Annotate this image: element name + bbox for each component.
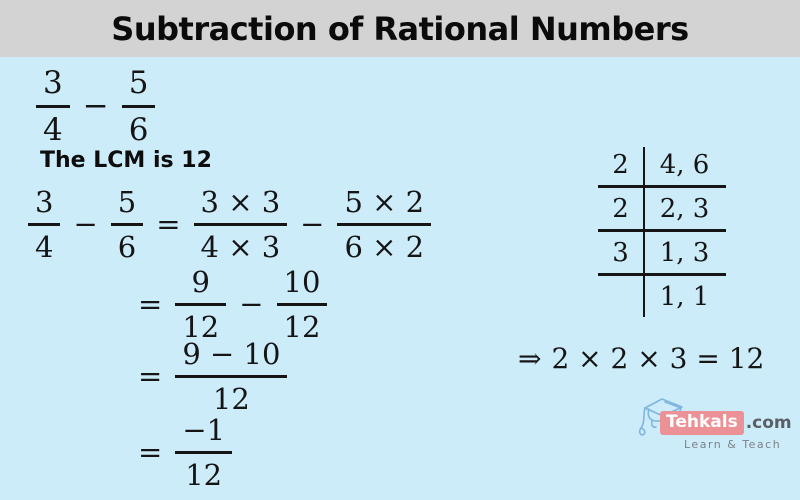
fraction [194,184,288,264]
logo-tagline: Learn & Teach [684,438,782,451]
denominator: 12 [185,458,223,492]
numerator: 9 [175,264,226,306]
denominator: 4 × 3 [200,230,281,264]
minus-operator: − [82,88,109,124]
minus-operator: − [239,287,264,321]
numerator: 3 [28,184,60,226]
ladder-row [598,276,726,317]
numerator: 9 − 10 [175,336,287,378]
fraction [111,184,143,264]
denominator: 12 [212,382,250,416]
numerator: 5 × 2 [337,184,431,226]
ladder-vertical-divider [643,147,645,317]
equals-sign: = [138,435,163,469]
minus-operator: − [300,207,325,241]
numerator: 5 [122,64,156,108]
numerator: 3 [36,64,70,108]
problem-expression [36,64,155,148]
numerator: 3 × 3 [194,184,288,226]
ladder-divisor: 3 [612,237,629,268]
fraction [175,336,287,416]
numerator: −1 [175,412,232,454]
work-line-1 [28,184,431,264]
logo-wordmark [660,411,792,435]
denominator: 6 [128,112,149,148]
equals-sign: = [156,207,181,241]
ladder-row [598,188,726,232]
work-line-4 [138,412,232,492]
work-line-2 [138,264,327,344]
denominator: 12 [283,310,321,344]
denominator: 4 [35,230,54,264]
fraction [122,64,156,148]
denominator: 4 [43,112,63,148]
numerator: 5 [111,184,143,226]
numerator: 10 [277,264,328,306]
work-line-3 [138,336,287,416]
fraction [28,184,60,264]
page-title: Subtraction of Rational Numbers [111,9,689,48]
fraction [337,184,431,264]
lcm-conclusion [518,342,764,375]
fraction [36,64,70,148]
denominator: 12 [182,310,220,344]
lcm-ladder-table [598,144,726,317]
lcm-product-expression: 2 × 2 × 3 = 12 [551,342,765,375]
ladder-values: 2, 3 [659,193,710,224]
minus-operator: − [73,207,98,241]
ladder-values: 4, 6 [659,149,710,180]
ladder-values: 1, 1 [659,281,710,312]
fraction [277,264,328,344]
ladder-values: 1, 3 [659,237,710,268]
header-bar [0,0,800,57]
denominator: 6 × 2 [344,230,425,264]
equals-sign: = [138,359,163,393]
logo-brand-name: Tehkals [660,411,744,435]
ladder-divisor: 2 [612,149,629,180]
lcm-note: The LCM is 12 [40,148,212,173]
equals-sign: = [138,287,163,321]
ladder-row [598,232,726,276]
ladder-row [598,144,726,188]
implies-arrow-icon: ⇒ [518,342,542,375]
ladder-divisor: 2 [612,193,629,224]
brand-logo [632,394,797,458]
fraction [175,264,226,344]
logo-domain-suffix: .com [745,413,792,433]
fraction [175,412,232,492]
denominator: 6 [117,230,137,264]
